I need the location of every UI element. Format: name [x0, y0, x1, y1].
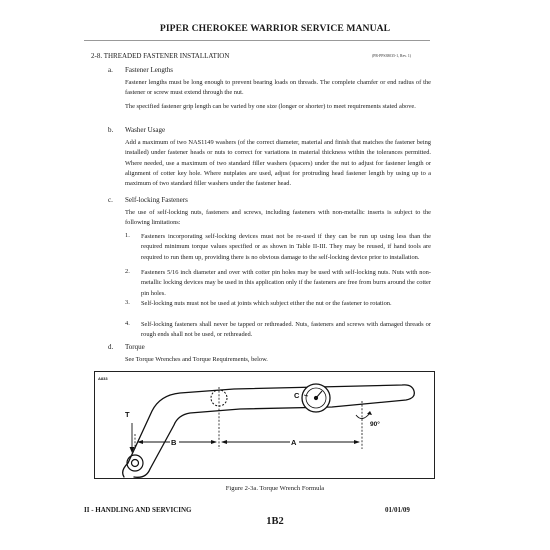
drive-head [127, 455, 143, 471]
item-c-list-number-4: 4. [125, 320, 130, 327]
label-t: T [125, 410, 130, 419]
footer-date: 01/01/09 [385, 506, 410, 514]
label-c: C [294, 391, 300, 400]
footer-chapter: II - HANDLING AND SERVICING [84, 506, 192, 514]
page-header-title: PIPER CHEROKEE WARRIOR SERVICE MANUAL [159, 23, 391, 34]
item-b-letter: b. [108, 126, 114, 134]
wrench-head-outline [134, 469, 150, 477]
item-a-title: Fastener Lengths [125, 66, 174, 74]
angle-arrowhead [367, 411, 372, 415]
item-c-title: Self-locking Fasteners [125, 196, 188, 204]
item-c-list-text-1: Fasteners incorporating self-locking devices must not be re-used if they can be run up using less than the required minimum torque values specified or as shown in Table II-III. They may be reused, if hand tools are required to run them up, providing there is no obvious damage to the self-locking device prior to installation. [141, 233, 431, 261]
page-number: 1B2 [266, 516, 284, 527]
item-c-list-number-1: 1. [125, 232, 130, 239]
item-d-letter: d. [108, 343, 114, 351]
label-angle: 90° [370, 421, 380, 428]
item-c-list-text-2: Fasteners 5/16 inch diameter and over with cotter pin holes may be used with self-locking nuts. Nuts with non-metallic locking devices may be used in this application only if the fasteners are free from burrs around the cotter pin holes. [141, 269, 431, 297]
section-title: 2-8. THREADED FASTENER INSTALLATION [91, 52, 230, 60]
item-b-paragraph-1: Add a maximum of two NAS1149 washers (of the correct diameter, material and finish that matches the fastener being installed) under fastener heads or nuts to correct for variations in material thickness within the tolerances permitted. Where needed, use a maximum of two standard filler washers (spacers) under the nut to adjust for fastener length or alignment of cotter key hole. Where nutplates are used, adjust for protruding head fastener length by using up to a maximum of two standard filler washers under the fastener head. [125, 139, 431, 188]
item-a-paragraph-1: Fastener lengths must be long enough to prevent bearing loads on threads. The complete chamfer or end radius of the fastener or screw must extend through the nut. [125, 79, 431, 97]
item-c-list-number-2: 2. [125, 268, 130, 275]
label-b: B [171, 438, 177, 447]
item-c-letter: c. [108, 196, 113, 204]
figure-caption: Figure 2-3a. Torque Wrench Formula [225, 485, 325, 492]
item-a-letter: a. [108, 66, 113, 74]
torque-wrench-diagram [94, 371, 435, 479]
item-c-list-text-4: Self-locking fasteners shall never be tapped or rethreaded. Nuts, fasteners and screws with damaged threads or rough ends shall not be used, or rethreaded. [141, 321, 431, 339]
item-d-title: Torque [125, 343, 145, 351]
dim-b-arrow-right [211, 440, 217, 444]
item-a-paragraph-2: The specified fastener grip length can be varied by one size (longer or shorter) to meet requirements stated above. [125, 103, 416, 110]
dial-gauge [302, 384, 330, 412]
item-c-list-number-3: 3. [125, 299, 130, 306]
item-c-intro: The use of self-locking nuts, fasteners and screws, including fasteners with non-metallic inserts is subject to the following limitations: [125, 209, 431, 227]
item-d-paragraph-1: See Torque Wrenches and Torque Requirements, below. [125, 356, 268, 363]
item-c-list-text-3: Self-locking nuts must not be used at joints which subject either the nut or the fastener to rotation. [141, 300, 392, 307]
label-a: A [291, 438, 297, 447]
header-rule [84, 40, 430, 41]
revision-note: (PR-PPS38035-1, Rev. 1) [372, 54, 411, 58]
dim-a-arrow-right [354, 440, 360, 444]
item-b-title: Washer Usage [125, 126, 166, 134]
dim-a-arrow-left [221, 440, 227, 444]
figure-id: A833 [98, 376, 108, 381]
